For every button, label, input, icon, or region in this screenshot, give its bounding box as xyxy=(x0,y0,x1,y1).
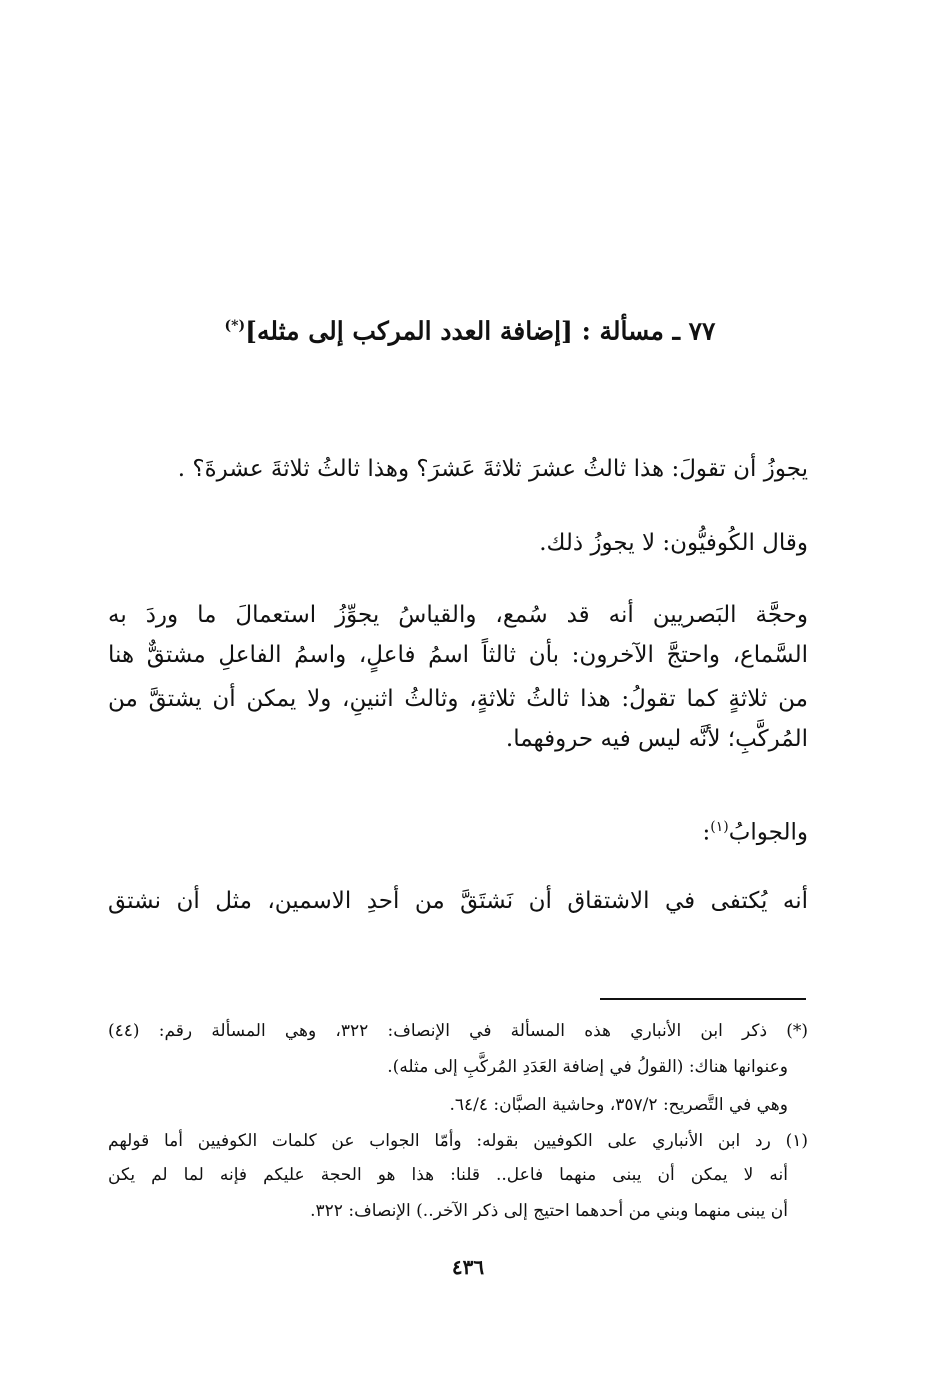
answer-heading-text: والجوابُ xyxy=(728,819,808,846)
page-number: ٤٣٦ xyxy=(451,1255,485,1279)
section-number: ٧٧ ـ xyxy=(672,316,716,346)
section-title-text: مسألة : [إضافة العدد المركب إلى مثله] xyxy=(245,316,664,346)
footnote-line-2: وعنوانها هناك: (القولُ في إضافة العَدَدِ المُركَّبِ إلى مثله). xyxy=(387,1057,788,1077)
body-line-2: وقال الكُوفيُّون: لا يجوزُ ذلك. xyxy=(539,530,808,556)
body-line-1: يجوزُ أن تقولَ: هذا ثالثُ عشرَ ثلاثةَ عَشرَ؟ وهذا ثالثُ ثلاثةَ عشرةَ؟ . xyxy=(177,456,808,482)
footnote-line-3: وهي في التَّصريح: ٣٥٧/٢، وحاشية الصبَّان: ٦٤/٤. xyxy=(449,1095,788,1115)
footnote-marker-star: (*) xyxy=(224,318,246,334)
footnote-line-6: أن يبنى منهما وبني من أحدهما احتيج إلى ذكر الآخر..) الإنصاف: ٣٢٢. xyxy=(310,1201,788,1221)
footnote-line-5: أنه لا يمكن أن يبنى منهما فاعل.. قلنا: هذا هو الحجة عليكم فإنه لما لم يكن xyxy=(108,1165,788,1185)
footnote-marker-1: (١) xyxy=(710,819,729,835)
body-line-6: المُركَّبِ؛ لأنَّه ليس فيه حروفهما. xyxy=(505,726,808,752)
section-title xyxy=(150,300,790,357)
footnote-separator xyxy=(600,998,806,1000)
answer-heading xyxy=(108,804,808,856)
body-line-4: السَّماع، واحتجَّ الآخرون: بأن ثالثاً اسمُ فاعلٍ، واسمُ الفاعلِ مشتقٌّ هنا xyxy=(108,642,808,668)
body-line-5: من ثلاثةٍ كما تقولُ: هذا ثالثُ ثلاثةٍ، وثالثُ اثنينِ، ولا يمكن أن يشتقَّ من xyxy=(108,686,808,712)
footnote-line-1: (*) ذكر ابن الأنباري هذه المسألة في الإنصاف: ٣٢٢، وهي المسألة رقم: (٤٤) xyxy=(108,1021,808,1041)
body-line-3: وحجَّة البَصريين أنه قد سُمع، والقياسُ يجوِّزُ استعمالَ ما وردَ به xyxy=(108,602,808,628)
answer-colon: : xyxy=(702,819,711,846)
body-line-7: أنه يُكتفى في الاشتقاق أن نَشتَقَّ من أحدِ الاسمين، مثل أن نشتق xyxy=(108,888,808,914)
footnote-line-4: (١) رد ابن الأنباري على الكوفيين بقوله: وأمّا الجواب عن كلمات الكوفيين أما قولهم xyxy=(108,1131,808,1151)
